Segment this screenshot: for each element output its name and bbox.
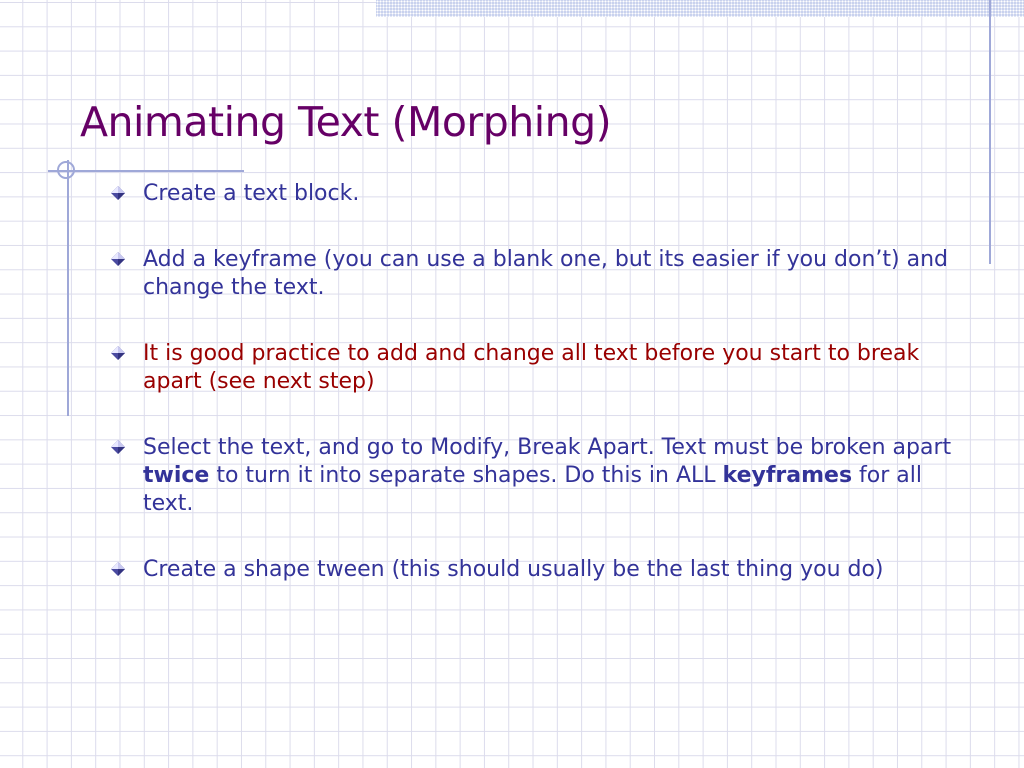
bold-text: twice — [143, 463, 210, 488]
bullet-item — [108, 556, 968, 584]
decorative-circle — [57, 161, 75, 179]
decorative-vertical-line-right — [989, 0, 991, 264]
text-segment: Select the text, and go to Modify, Break Apart. Text must be broken apart — [143, 435, 952, 460]
text-segment: to turn it into separate shapes. Do this in ALL — [209, 463, 723, 488]
text-segment: Add a keyframe (you can use a blank one, but its easier if you don’t) and change the text. — [143, 247, 948, 300]
bold-text: keyframes — [722, 463, 853, 488]
diamond-bullet-icon — [110, 439, 126, 455]
diamond-bullet-icon — [110, 561, 126, 577]
bullet-list — [108, 180, 968, 622]
text-segment: It is good practice to add and change all text before you start to break apart (see next step) — [143, 341, 920, 394]
bullet-text — [143, 246, 968, 302]
slide-title: Animating Text (Morphing) — [80, 98, 612, 146]
bullet-text — [143, 556, 968, 584]
text-segment: for all text. — [143, 463, 923, 516]
text-segment: Create a text block. — [143, 181, 360, 206]
bullet-item — [108, 434, 968, 518]
diamond-bullet-icon — [110, 345, 126, 361]
decorative-vertical-line-left — [67, 160, 69, 416]
decorative-horizontal-line — [48, 170, 244, 172]
text-segment: Create a shape tween (this should usually be the last thing you do) — [143, 557, 884, 582]
diamond-bullet-icon — [110, 251, 126, 267]
bullet-item — [108, 246, 968, 302]
bullet-text — [143, 180, 968, 208]
bullet-text — [143, 340, 968, 396]
decorative-top-band — [376, 0, 1024, 17]
diamond-bullet-icon — [110, 185, 126, 201]
bullet-item — [108, 340, 968, 396]
bullet-text — [143, 434, 968, 518]
bullet-item — [108, 180, 968, 208]
